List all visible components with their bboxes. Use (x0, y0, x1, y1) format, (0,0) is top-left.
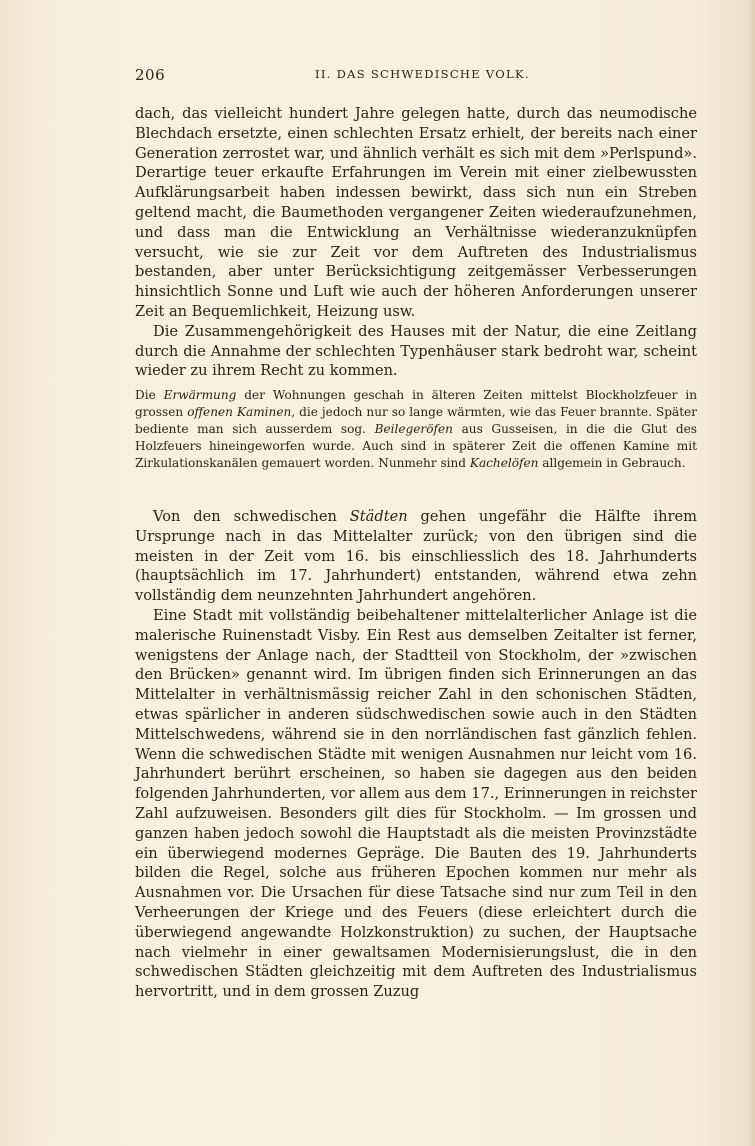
note-text-5: allgemein in Gebrauch. (538, 455, 686, 470)
note-em-beilegeroefen: Beilegeröfen (374, 421, 453, 436)
note-text-2: der Wohnungen geschah in älteren Zeiten mittelst Blockholzfeuer in grossen (135, 388, 697, 419)
towns-text-2: gehen ungefähr die Hälfte ihrem Ursprunge nach in das Mittelalter zurück; von den übrigen sind die meisten in der Zeit vom 16. bis einschliesslich des 18. Jahrhunderts (hauptsächlich im 17. Jahrhundert) entstanden, während etwa zehn vollständig dem neunzehnten Jahrhundert angehören. (135, 508, 697, 605)
note-text-1: Die (135, 388, 164, 402)
note-text-4: aus Gusseisen, in die die Glut des Holzfeuers hineingeworfen wurde. Auch sind in späterer Zeit die offenen Kamine mit Zirkulationskanälen gemauert worden. Nunmehr sind (135, 421, 697, 470)
paragraph-towns-origin (135, 507, 697, 606)
note-em-kacheloefen: Kachelöfen (469, 455, 539, 470)
running-head: II. DAS SCHWEDISCHE VOLK. (315, 67, 530, 81)
paragraph-continuation: dach, das vielleicht hundert Jahre gelegen hatte, durch das neumodische Blechdach ersetzte, einen schlechten Ersatz erhielt, der bereits nach einer Generation zerrostet war, und ähnlich verhält es sich mit dem »Perlspund». Derartige teuer erkaufte Erfahrungen im Verein mit einer zielbewussten Aufklärungsarbeit haben indessen bewirkt, dass sich nun ein Streben geltend macht, die Baumethoden vergangener Zeiten wiederaufzunehmen, und dass man die Entwicklung an Verhältnisse wiederanzuknüpfen versucht, wie sie zur Zeit vor dem Auftreten des Industrialismus bestanden, aber unter Berücksichtigung zeitgemässer Verbesserungen hinsichtlich Sonne und Luft wie auch der höheren Anforderungen unserer Zeit an Bequemlichkeit, Heizung usw. (135, 105, 697, 320)
page-number: 206 (135, 66, 166, 84)
upper-text-block (135, 104, 697, 381)
paragraph-nature: Die Zusammengehörigkeit des Hauses mit der Natur, die eine Zeitlang durch die Annahme der schlechten Typenhäuser stark bedroht war, scheint wieder zu ihrem Recht zu kommen. (135, 322, 697, 380)
note-em-kamine: offenen Kaminen (187, 404, 292, 419)
towns-em-staedten: Städten (349, 508, 408, 525)
note-text-3: , die jedoch nur so lange wärmten, wie das Feuer brannte. Später bediente man sich ausserdem sog. (135, 404, 697, 436)
page-header (135, 66, 697, 86)
towns-text-1: Von den schwedischen (153, 508, 350, 525)
note-em-erwaermung: Erwärmung (163, 388, 237, 402)
footnote-block (135, 387, 697, 472)
page-edge-shadow (749, 0, 755, 1146)
heating-note (135, 387, 697, 472)
paragraph-visby: Eine Stadt mit vollständig beibehaltener mittelalterlicher Anlage ist die malerische Ruinenstadt Visby. Ein Rest aus demselben Zeitalter ist ferner, wenigstens der Anlage nach, der Stadtteil von Stockholm, der »zwischen den Brücken» genannt wird. Im übrigen finden sich Erinnerungen an das Mittelalter in verhältnismässig reicher Zahl in den schonischen Städten, etwas spärlicher in anderen südschwedischen sowie auch in den Städten Mittelschwedens, während sie in den norrländischen fast gänzlich fehlen. Wenn die schwedischen Städte mit wenigen Ausnahmen nur leicht vom 16. Jahrhundert berührt erscheinen, so haben sie dagegen aus den beiden folgenden Jahrhunderten, vor allem aus dem 17., Erinnerungen in reichster Zahl aufzuweisen. Besonders gilt dies für Stockholm. — Im grossen und ganzen haben jedoch sowohl die Hauptstadt als die meisten Provinzstädte ein überwiegend modernes Gepräge. Die Bauten des 19. Jahrhunderts bilden die Regel, solche aus früheren Epochen kommen nur mehr als Ausnahmen vor. Die Ursachen für diese Tatsache sind nur zum Teil in den Verheerungen der Kriege und des Feuers (diese erleichtert durch die überwiegend angewandte Holzkonstruktion) zu suchen, der Hauptsache nach vielmehr in einer gewaltsamen Modernisierungslust, die in den schwedischen Städten gleichzeitig mit dem Auftreten des Industrialismus hervortritt, und in dem grossen Zuzug (135, 606, 697, 1001)
lower-text-block (135, 507, 697, 1002)
